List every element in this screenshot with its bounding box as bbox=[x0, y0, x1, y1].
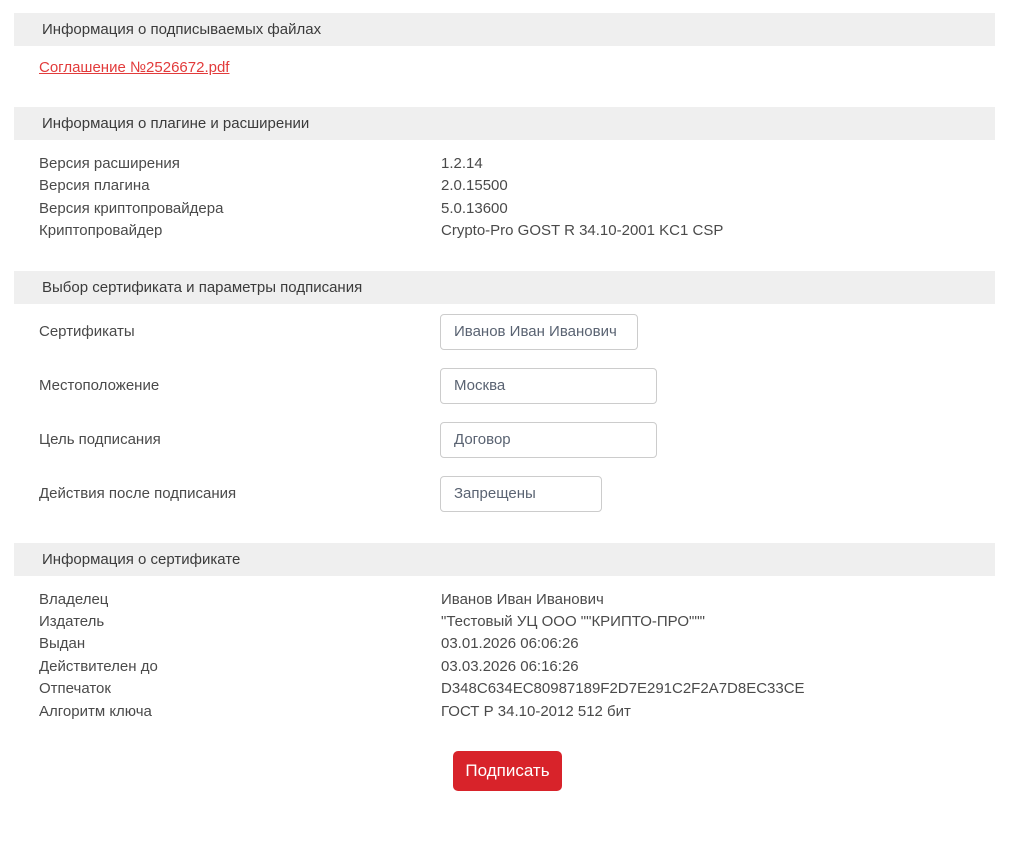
info-label: Криптопровайдер bbox=[39, 222, 163, 240]
form-row-purpose bbox=[0, 422, 1009, 458]
info-row-csp-version bbox=[0, 198, 1009, 220]
info-value: ГОСТ Р 34.10-2012 512 бит bbox=[441, 702, 631, 720]
info-label: Отпечаток bbox=[39, 680, 111, 698]
location-input[interactable] bbox=[440, 368, 657, 404]
info-value: Иванов Иван Иванович bbox=[441, 590, 604, 608]
info-row-issued bbox=[0, 633, 1009, 655]
certificate-info-block bbox=[0, 589, 1009, 723]
section-header-signing bbox=[14, 271, 995, 304]
info-label: Версия расширения bbox=[39, 155, 180, 172]
section-header-certificate bbox=[14, 543, 995, 576]
info-value: "Тестовый УЦ ООО ""КРИПТО-ПРО""" bbox=[441, 613, 705, 631]
certificates-select[interactable] bbox=[440, 314, 638, 350]
info-row-owner bbox=[0, 589, 1009, 611]
info-row-plugin-version bbox=[0, 175, 1009, 197]
info-value: 2.0.15500 bbox=[441, 177, 508, 195]
section-title-files: Информация о подписываемых файлах bbox=[42, 21, 322, 38]
form-label: Действия после подписания bbox=[39, 485, 237, 503]
info-label: Алгоритм ключа bbox=[39, 702, 152, 720]
info-row-issuer bbox=[0, 611, 1009, 633]
info-row-csp-name bbox=[0, 220, 1009, 242]
info-value: D348C634EC80987189F2D7E291C2F2A7D8EC33CE bbox=[441, 680, 805, 698]
signed-file-link[interactable]: Соглашение №2526672.pdf bbox=[39, 59, 230, 76]
section-header-files bbox=[14, 13, 995, 46]
info-row-thumbprint bbox=[0, 678, 1009, 700]
section-title-certificate: Информация о сертификате bbox=[42, 550, 241, 568]
section-title-plugin: Информация о плагине и расширении bbox=[42, 115, 310, 132]
info-value: 03.01.2026 06:06:26 bbox=[441, 635, 579, 653]
info-row-valid-until bbox=[0, 656, 1009, 678]
info-label: Версия криптопровайдера bbox=[39, 199, 224, 217]
info-row-extension-version bbox=[0, 153, 1009, 175]
section-title-signing: Выбор сертификата и параметры подписания bbox=[42, 278, 363, 296]
sign-button[interactable]: Подписать bbox=[453, 751, 562, 791]
info-value: 03.03.2026 06:16:26 bbox=[441, 657, 579, 675]
post-sign-actions-input[interactable] bbox=[440, 476, 602, 512]
form-label: Сертификаты bbox=[39, 323, 135, 341]
info-label: Действителен до bbox=[39, 657, 158, 675]
info-label: Выдан bbox=[39, 635, 86, 653]
section-header-plugin bbox=[14, 107, 995, 140]
form-row-post-sign-actions bbox=[0, 476, 1009, 512]
file-link-row bbox=[39, 59, 1009, 77]
plugin-info-block bbox=[0, 153, 1009, 243]
signing-page bbox=[0, 13, 1009, 791]
signing-form bbox=[0, 314, 1009, 512]
info-value: 5.0.13600 bbox=[441, 199, 508, 217]
info-label: Версия плагина bbox=[39, 177, 150, 195]
info-value: 1.2.14 bbox=[441, 155, 483, 172]
signing-purpose-input[interactable] bbox=[440, 422, 657, 458]
info-value: Crypto-Pro GOST R 34.10-2001 KC1 CSP bbox=[441, 222, 724, 240]
info-row-key-algorithm bbox=[0, 701, 1009, 723]
info-label: Владелец bbox=[39, 590, 109, 608]
form-label: Цель подписания bbox=[39, 431, 161, 449]
form-row-certificates bbox=[0, 314, 1009, 350]
form-label: Местоположение bbox=[39, 377, 160, 395]
info-label: Издатель bbox=[39, 613, 105, 631]
form-row-location bbox=[0, 368, 1009, 404]
